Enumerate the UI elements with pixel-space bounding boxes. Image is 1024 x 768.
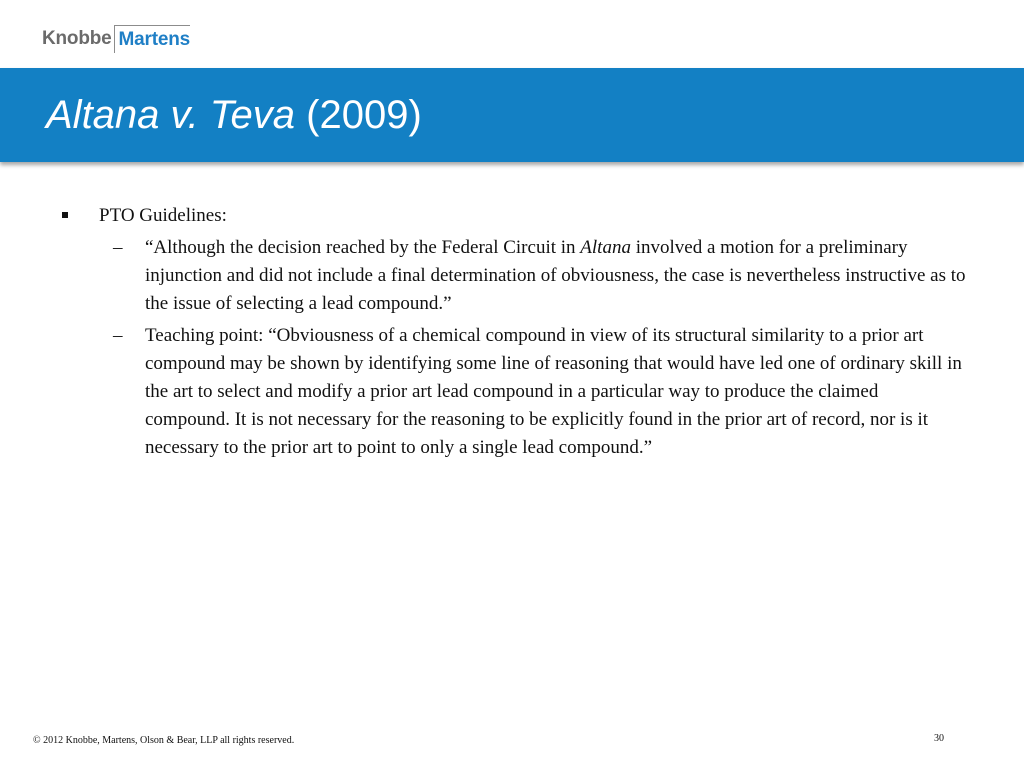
square-bullet-icon — [62, 212, 68, 218]
title-banner — [0, 68, 1024, 162]
quote-text-italic: Altana — [580, 237, 631, 258]
slide-title-year: (2009) — [306, 93, 422, 137]
bullet-pto-guidelines — [62, 202, 967, 230]
slide-title-case: Altana v. Teva — [46, 93, 296, 137]
dash-bullet-icon: – — [113, 325, 123, 346]
sub-bullet-quote — [62, 234, 967, 318]
slide-title — [46, 68, 422, 162]
slide-body — [62, 202, 967, 462]
sub-bullet-teaching-point — [62, 322, 967, 462]
logo-text-martens: Martens — [114, 25, 190, 53]
teaching-point-text: Teaching point: “Obviousness of a chemical compound in view of its structural similarity to a prior art compound may be shown by identifying some line of reasoning that would have led one of ordinary skill in the art to select and modify a prior art lead compound in a particular way to produce the claimed compound. It is not necessary for the reasoning to be explicitly found in the prior art of record, nor is it necessary to the prior art to point to only a single lead compound.” — [145, 325, 962, 458]
page-number: 30 — [934, 733, 944, 744]
footer-copyright: © 2012 Knobbe, Martens, Olson & Bear, LLP all rights reserved. — [33, 735, 295, 746]
logo-text-knobbe: Knobbe — [42, 28, 112, 49]
bullet-heading-text: PTO Guidelines: — [99, 205, 227, 226]
dash-bullet-icon: – — [113, 237, 123, 258]
company-logo — [40, 25, 190, 53]
quote-text-after: involved a motion for a preliminary injunction and did not include a final determination of obviousness, the case is nevertheless instructive as to the issue of selecting a lead compound.” — [145, 237, 966, 314]
quote-text-before: “Although the decision reached by the Federal Circuit in — [145, 237, 581, 258]
